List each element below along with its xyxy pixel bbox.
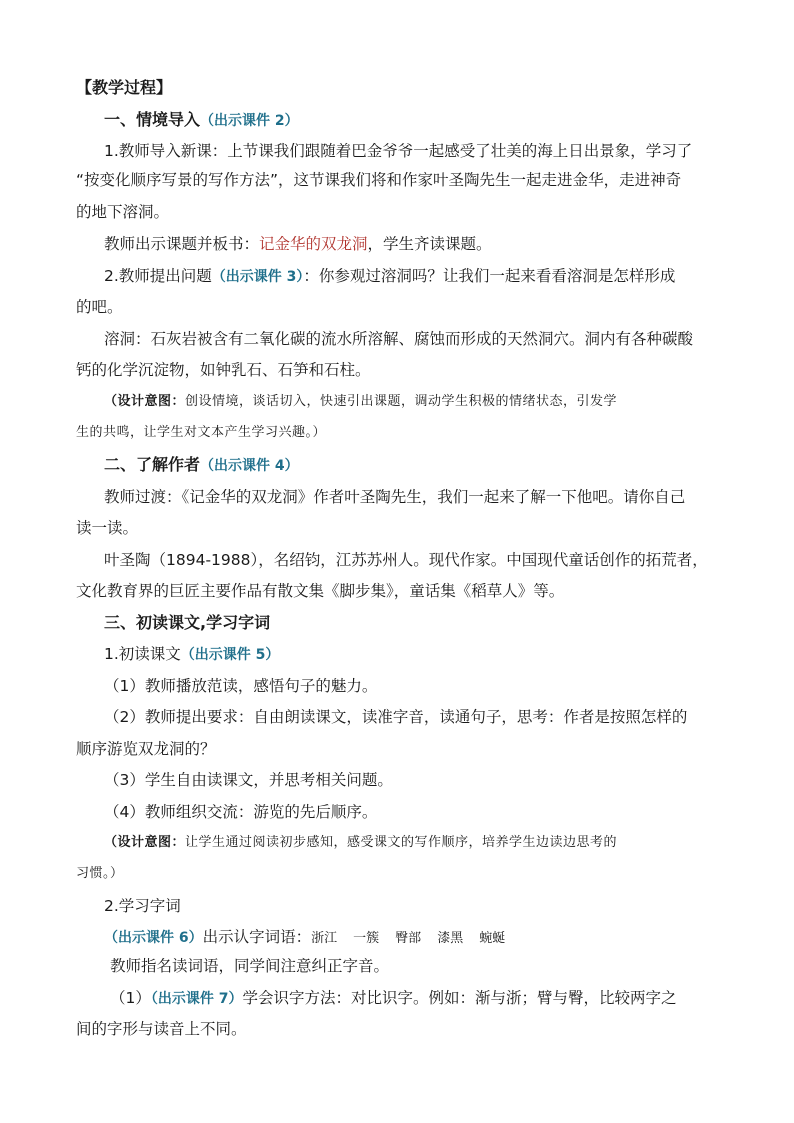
text-span: 出示认字词语： (202, 928, 312, 946)
paragraph-line (104, 266, 675, 287)
word-list-line (104, 927, 505, 949)
text-span: 教师出示课题并板书： (104, 235, 260, 253)
lesson-title-part: 记金华的 (259, 235, 322, 253)
paragraph-line: 文化教育界的巨匠主要作品有散文集《脚步集》，童话集《稻草人》等。 (76, 582, 565, 600)
section-title-3: 三、初读课文,学习字词 (104, 613, 271, 632)
text-span: 2.教师提出问题 (104, 267, 212, 285)
vocab-word: 蜿蜒 (479, 931, 506, 946)
courseware-ref: （出示课件 2） (200, 113, 299, 129)
lesson-title-part: 双龙洞 (321, 235, 368, 253)
design-intent-line: 生的共鸣，让学生对文本产生学习兴趣。） (76, 425, 327, 440)
paragraph-line: 叶圣陶（1894-1988），名绍钧，江苏苏州人。现代作家。中国现代童话创作的拓荒者， (104, 551, 708, 569)
paragraph-line: 钙的化学沉淀物，如钟乳石、石笋和石柱。 (76, 361, 371, 379)
courseware-ref: （出示课件 7） (150, 991, 243, 1007)
paragraph-line (110, 988, 677, 1009)
list-item: （1）教师播放范读，感悟句子的魅力。 (104, 677, 378, 695)
subsection-title: 2.学习字词 (104, 897, 181, 915)
paragraph-line: 1.教师导入新课：上节课我们跟随着巴金爷爷一起感受了壮美的海上日出景象，学习了 (104, 142, 693, 160)
paragraph-line: 的地下溶洞。 (76, 203, 170, 221)
section-title-1 (104, 110, 299, 131)
design-intent-label: （设计意图： (104, 394, 186, 409)
vocab-word: 漆黑 (437, 931, 464, 946)
text-span: （1） (110, 989, 151, 1007)
section-title-2 (104, 455, 299, 476)
design-intent-label: （设计意图： (104, 835, 186, 850)
paragraph-line: 教师指名读词语，同学间注意纠正字音。 (110, 957, 390, 975)
vocab-word: 浙江 (311, 931, 338, 946)
text-span: ：你参观过溶洞吗？让我们一起来看看溶洞是怎样形成 (303, 267, 676, 285)
paragraph-line: 读一读。 (76, 519, 139, 537)
courseware-ref: （出示课件 3） (211, 269, 304, 285)
paragraph-line: 的吧。 (76, 298, 123, 316)
list-item: （4）教师组织交流：游览的先后顺序。 (104, 803, 378, 821)
list-item: （3）学生自由读课文，并思考相关问题。 (104, 771, 393, 789)
section-title-text: 二、了解作者 (104, 455, 201, 474)
paragraph-line: 教师过渡：《记金华的双龙洞》作者叶圣陶先生，我们一起来了解一下他吧。请你自己 (104, 488, 686, 506)
vocab-word: 臀部 (395, 931, 422, 946)
paragraph-line: 溶洞：石灰岩被含有二氧化碳的流水所溶解、腐蚀而形成的天然洞穴。洞内有各种碳酸 (104, 330, 694, 348)
text-span: ，学生齐读课题。 (367, 235, 492, 253)
subsection-title (104, 644, 279, 665)
paragraph-line (104, 234, 492, 254)
design-intent (104, 392, 617, 412)
list-item-continued: 顺序游览双龙洞的？ (76, 740, 216, 758)
text-span: 创设情境，谈话切入，快速引出课题，调动学生积极的情绪状态，引发学 (185, 394, 618, 409)
paragraph-line: “按变化顺序写景的写作方法”，这节课我们将和作家叶圣陶先生一起走进金华，走进神奇 (76, 171, 682, 189)
section-title-text: 一、情境导入 (104, 110, 201, 129)
design-intent (104, 833, 617, 853)
courseware-ref: （出示课件 6） (104, 930, 203, 946)
vocab-word: 一簇 (353, 931, 380, 946)
list-item: （2）教师提出要求：自由朗读课文，读准字音，读通句子，思考：作者是按照怎样的 (104, 708, 688, 726)
courseware-ref: （出示课件 4） (200, 458, 299, 474)
section-heading: 【教学过程】 (76, 78, 173, 97)
design-intent-line: 习惯。） (76, 866, 124, 881)
text-span: 学会识字方法：对比识字。例如：渐与浙；臂与臀，比较两字之 (242, 989, 677, 1007)
paragraph-line: 间的字形与读音上不同。 (76, 1020, 247, 1038)
courseware-ref: （出示课件 5） (180, 647, 280, 663)
text-span: 1.初读课文 (104, 645, 181, 663)
text-span: 让学生通过阅读初步感知，感受课文的写作顺序，培养学生边读边思考的 (185, 835, 618, 850)
